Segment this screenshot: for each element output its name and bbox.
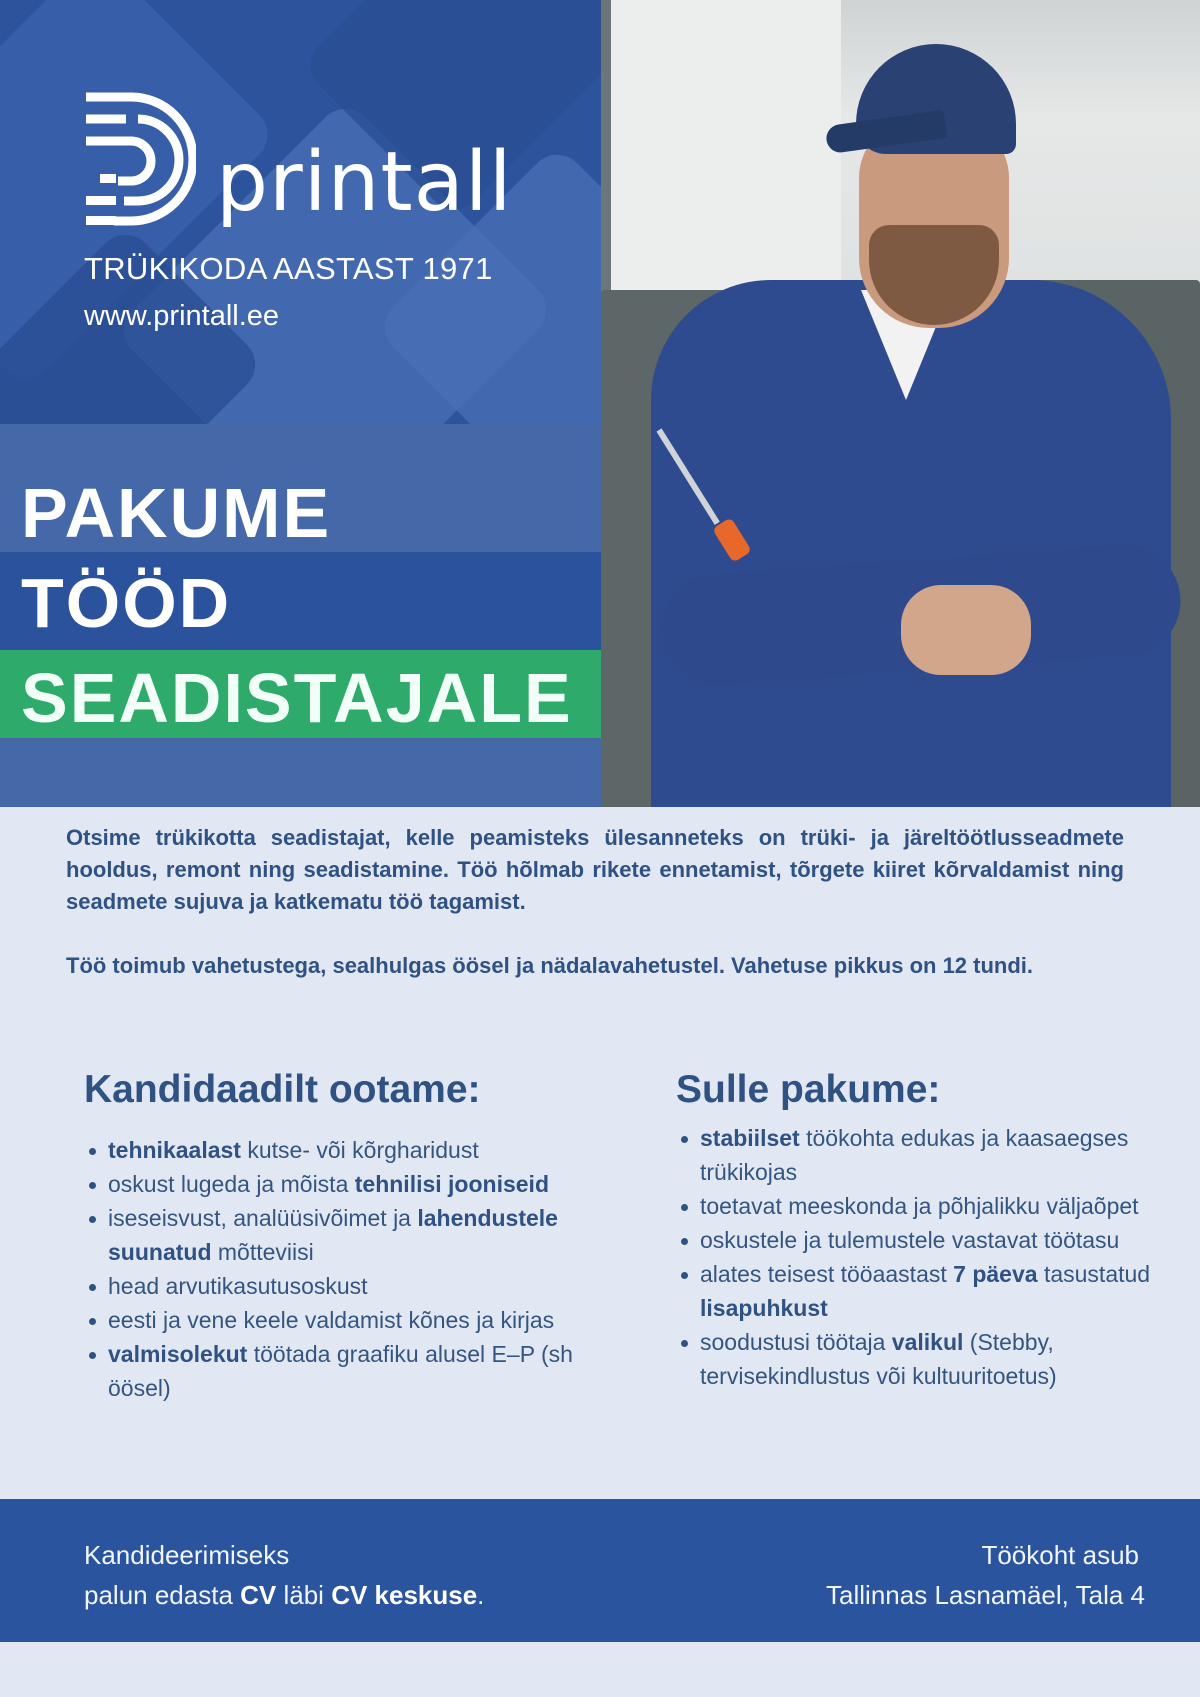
printall-p-mark-icon <box>86 92 196 232</box>
headline-line-2: TÖÖD <box>21 564 232 642</box>
job-address: Tallinnas Lasnamäel, Tala 4 <box>826 1580 1145 1610</box>
job-description <box>66 822 1124 982</box>
list-item: alates teisest tööaastast 7 päeva tasustatud lisapuhkust <box>676 1257 1156 1325</box>
list-item: eesti ja vene keele valdamist kõnes ja kirjas <box>84 1303 624 1337</box>
headline-line-1: PAKUME <box>21 474 332 552</box>
printall-logo <box>86 92 512 232</box>
brand-website-link[interactable]: www.printall.ee <box>84 300 280 332</box>
application-instructions: Kandideerimiseks palun edasta CV läbi CV keskuse. <box>84 1540 485 1610</box>
list-item: soodustusi töötaja valikul (Stebby, tervisekindlustus või kultuuritoetus) <box>676 1325 1156 1393</box>
list-item: tehnikaalast kutse- või kõrgharidust <box>84 1133 624 1167</box>
list-item: oskustele ja tulemustele vastavat töötasu <box>676 1223 1156 1257</box>
offers-title: Sulle pakume: <box>676 1068 941 1111</box>
list-item: valmisolekut töötada graafiku alusel E–P (sh öösel) <box>84 1337 624 1405</box>
cv-keskus-link[interactable]: CV keskuse <box>331 1580 478 1610</box>
requirements-title: Kandidaadilt ootame: <box>84 1068 481 1111</box>
brand-tagline: TRÜKIKODA AASTAST 1971 <box>84 251 493 286</box>
hero-section <box>0 0 1200 807</box>
logo-area <box>0 0 601 424</box>
brand-panel <box>0 0 601 807</box>
offers-list <box>676 1121 1156 1393</box>
requirements-section <box>84 1070 624 1405</box>
list-item: toetavat meeskonda ja põhjalikku väljaõpet <box>676 1189 1156 1223</box>
job-location: Töökoht asub Tallinnas Lasnamäel, Tala 4 <box>826 1535 1145 1615</box>
list-item: stabiilset töökohta edukas ja kaasaegses trükikojas <box>676 1121 1156 1189</box>
headline-line-3: SEADISTAJALE <box>21 659 573 737</box>
brand-name: printall <box>216 135 513 230</box>
offers-section <box>676 1070 1156 1393</box>
intro-paragraph-2: Töö toimub vahetustega, sealhulgas öösel ja nädalavahetustel. Vahetuse pikkus on 12 tundi. <box>66 953 1034 978</box>
list-item: head arvutikasutusoskust <box>84 1269 624 1303</box>
technician-photo <box>601 0 1200 807</box>
intro-paragraph-1: Otsime trükikotta seadistajat, kelle peamisteks ülesanneteks on trüki- ja järeltöötlusseadmete hooldus, remont ning seadistamine. Töö hõlmab rikete ennetamist, tõrgete kiiret kõrvaldamist ning seadmete sujuva ja katkematu töö tagamist. <box>66 825 1124 914</box>
headline-band-4 <box>0 738 601 807</box>
list-item: iseseisvust, analüüsivõimet ja lahendustele suunatud mõtteviisi <box>84 1201 624 1269</box>
cv-label: CV <box>240 1580 277 1610</box>
requirements-list <box>84 1133 624 1405</box>
list-item: oskust lugeda ja mõista tehnilisi jooniseid <box>84 1167 624 1201</box>
